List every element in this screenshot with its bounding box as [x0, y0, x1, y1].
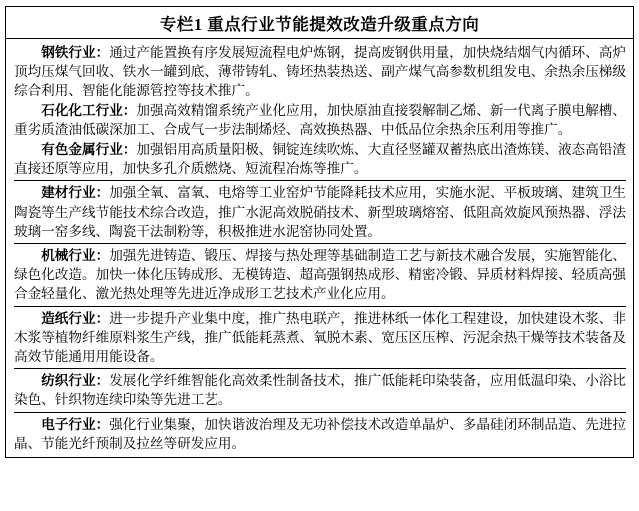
paragraph — [14, 140, 626, 178]
paragraph — [14, 43, 626, 101]
paragraph-lead: 石化化工行业： — [41, 103, 137, 119]
paragraph — [14, 309, 626, 367]
callout-title-row — [6, 7, 633, 39]
divider — [14, 412, 626, 413]
paragraph-lead: 造纸行业： — [41, 310, 110, 326]
callout-body — [6, 39, 633, 457]
divider — [14, 243, 626, 244]
paragraph-lead: 建材行业： — [41, 185, 110, 201]
divider — [14, 180, 626, 181]
page-title: 专栏1 重点行业节能提效改造升级重点方向 — [159, 14, 480, 34]
paragraph — [14, 246, 626, 304]
paragraph-text: 进一步提升产业集中度，推广热电联产，推进林纸一体化工程建设，加快建设木浆、非木浆等植物纤维原料浆生产线，推广低能耗蒸煮、氧脱木素、宽压区压榨、污泥余热干燥等技术装备及高效节能通用用能设备。 — [14, 310, 627, 365]
paragraph-text: 加强全氧、富氧、电熔等工业窑炉节能降耗技术应用，实施水泥、平板玻璃、建筑卫生陶瓷等生产线节能技术综合改造，推广水泥高效脱硝技术、新型玻璃熔窑、低阻高效旋风预热器、浮法玻璃一窑多线、陶瓷干法制粉等，积极推进水泥窑协同处置。 — [14, 185, 627, 239]
callout-box — [5, 6, 634, 458]
paragraph-text: 强化行业集聚，加快谐波治理及无功补偿技术改造单晶炉、多晶硅闭环制品造、先进拉晶、节能光纤预制及拉丝等研发应用。 — [14, 416, 627, 451]
divider — [14, 306, 626, 307]
paragraph-lead: 钢铁行业： — [41, 45, 110, 60]
paragraph-lead: 机械行业： — [41, 248, 110, 264]
paragraph-text: 通过产能置换有序发展短流程电炉炼钢，提高废钢供用量，加快烧结烟气内循环、高炉顶均压煤气回收、铁水一罐到底、薄带铸轧、铸坯热装热送、副产煤气高参数机组发电、余热余压梯级综合利用、智能化能源管控等技术推广。 — [14, 45, 627, 99]
paragraph — [14, 415, 626, 453]
paragraph-text: 加强铝用高质量阳极、铜锭连续吹炼、大直径竖罐双蓄热底出渣炼镁、液态高铅渣直接还原等应用，加快多孔介质燃烧、短流程冶炼等推广。 — [14, 142, 626, 177]
paragraph-lead: 纺织行业： — [41, 373, 110, 389]
paragraph-text: 加强高效精馏系统产业化应用，加快原油直接裂解制乙烯、新一代离子膜电解槽、重劣质渣油低碳深加工、合成气一步法制烯烃、高效换热器、中低品位余热余压利用等推广。 — [14, 103, 626, 138]
paragraph — [14, 101, 626, 139]
paragraph-lead: 有色金属行业： — [41, 142, 137, 158]
paragraph-lead: 电子行业： — [41, 416, 110, 432]
divider — [14, 368, 626, 369]
paragraph-text: 发展化学纤维智能化高效柔性制备技术，推广低能耗印染装备，应用低温印染、小浴比染色、针织物连续印染等先进工艺。 — [14, 373, 627, 408]
paragraph — [14, 371, 626, 409]
paragraph-text: 加强先进铸造、锻压、焊接与热处理等基础制造工艺与新技术融合发展，实施智能化、绿色化改造。加快一体化压铸成形、无模铸造、超高强钢热成形、精密冷锻、异质材料焊接、轻质高强合金轻量化、激光热处理等先进近净成形工艺技术产业化应用。 — [14, 248, 627, 302]
paragraph — [14, 183, 626, 241]
